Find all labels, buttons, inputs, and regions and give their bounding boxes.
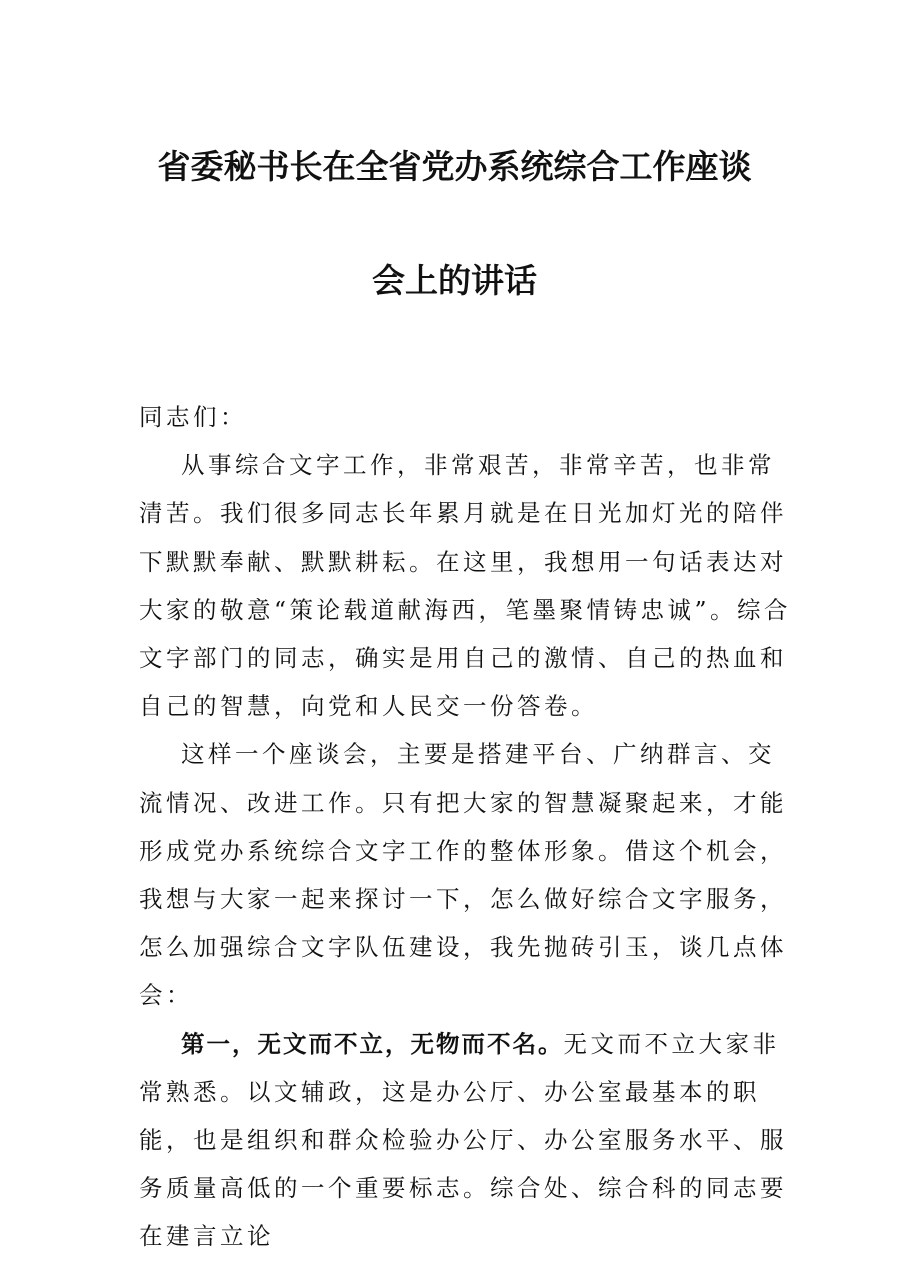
paragraph-3 <box>139 1020 794 1261</box>
salutation: 同志们： <box>139 403 247 431</box>
point-1-text: 无文而不立大家非常熟悉。以文辅政，这是办公厅、办公室最基本的职能，也是组织和群众检验办公厅、办公室服务水平、服务质量高低的一个重要标志。综合处、综合科的同志要在建言立论 <box>139 1029 787 1251</box>
point-1-heading: 第一，无文而不立，无物而不名。 <box>181 1029 564 1058</box>
paragraph-1: 从事综合文字工作，非常艰苦，非常辛苦，也非常清苦。我们很多同志长年累月就是在日光加灯光的陪伴下默默奉献、默默耕耘。在这里，我想用一句话表达对大家的敬意“策论载道献海西，笔墨聚情铸忠诚”。综合文字部门的同志，确实是用自己的激情、自己的热血和自己的智慧，向党和人民交一份答卷。 <box>139 451 792 721</box>
paragraph-2: 这样一个座谈会，主要是搭建平台、广纳群言、交流情况、改进工作。只有把大家的智慧凝聚起来，才能形成党办系统综合文字工作的整体形象。借这个机会，我想与大家一起来探讨一下，怎么做好综合文字服务，怎么加强综合文字队伍建设，我先抛砖引玉，谈几点体会： <box>139 740 787 1010</box>
title-line-1: 省委秘书长在全省党办系统综合工作座谈 <box>157 147 752 186</box>
document-body <box>139 393 794 1261</box>
title-line-2: 会上的讲话 <box>372 261 537 300</box>
